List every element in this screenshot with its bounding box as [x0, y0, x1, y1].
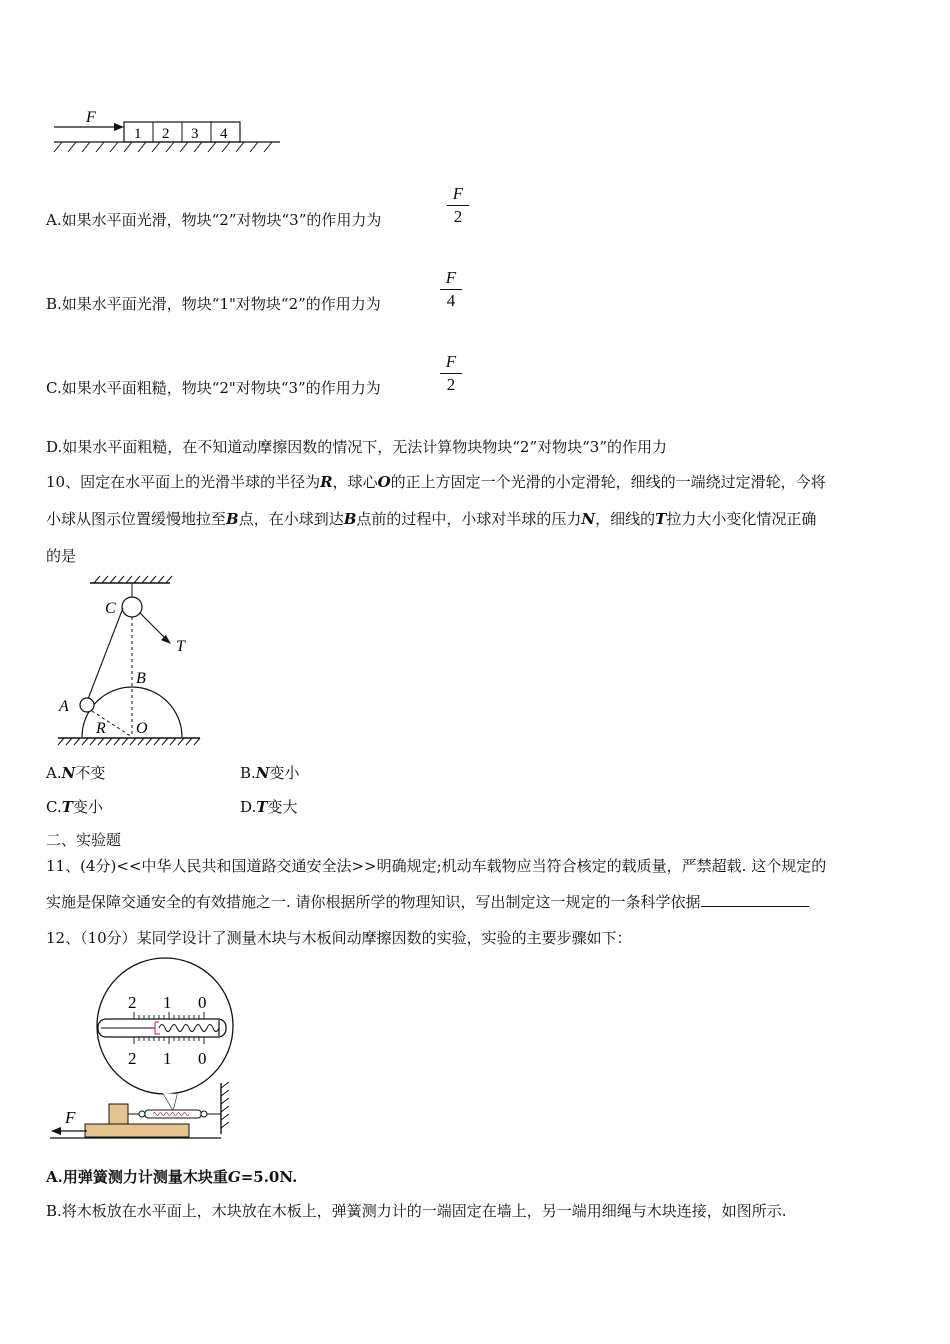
fraction-numerator: F: [452, 184, 464, 203]
var-r: R: [320, 473, 333, 491]
scale-top-1: 1: [163, 993, 172, 1012]
fraction-bar: [447, 205, 469, 206]
option-text: 变大: [267, 798, 298, 816]
var-o: O: [377, 473, 391, 491]
label-r: R: [96, 720, 106, 737]
label-t: T: [176, 638, 185, 655]
fraction-numerator: F: [445, 268, 457, 287]
option-text: 变小: [269, 764, 300, 782]
var-b: B: [226, 510, 239, 528]
q9-option-b-text: B.如果水平面光滑，物块“1"对物块“2”的作用力为: [46, 295, 381, 313]
text: 的是: [46, 547, 77, 565]
force-label-f: F: [65, 1108, 76, 1127]
q12-step-b: [46, 1201, 787, 1221]
section-heading: [46, 830, 121, 850]
q9-option-a-text: A.如果水平面光滑，物块“2”对物块“3”的作用力为: [46, 211, 382, 229]
answer-blank[interactable]: [701, 892, 809, 907]
option-var: T: [256, 798, 268, 816]
option-prefix: A.: [46, 764, 62, 782]
text: 实施是保障交通安全的有效措施之一. 请你根据所学的物理知识，写出制定这一规定的一条科学依据: [46, 893, 701, 911]
q9-option-b: [46, 294, 381, 314]
fraction-numerator: F: [445, 352, 457, 371]
var-g: G: [227, 1168, 241, 1186]
fraction-bar: [440, 373, 462, 374]
fraction-bar: [440, 289, 462, 290]
blocks-figure: [50, 105, 290, 155]
text: =5.0N.: [240, 1168, 298, 1186]
q10-line-1: [46, 472, 826, 492]
text: 二、实验题: [46, 831, 122, 849]
option-var: N: [61, 764, 76, 782]
q10-line-2: [46, 509, 816, 529]
option-text: 不变: [75, 764, 106, 782]
q10-option-d: [240, 796, 297, 817]
option-text: 变小: [72, 798, 103, 816]
q11-line-2: [46, 892, 809, 912]
scale-bottom-2: 2: [128, 1049, 137, 1068]
q12-line-1: [46, 928, 632, 948]
q9-option-a-fraction: [447, 184, 469, 227]
scale-bottom-1: 1: [163, 1049, 172, 1068]
var-t: T: [655, 510, 667, 528]
q9-option-c-fraction: [440, 352, 462, 395]
text: ，细线的: [595, 510, 656, 528]
q9-option-b-fraction: [440, 268, 462, 311]
scale-top-2: 2: [128, 993, 137, 1012]
text: A.用弹簧测力计测量木块重: [46, 1168, 228, 1186]
q9-option-c-text: C.如果水平面粗糙，物块“2"对物块“3”的作用力为: [46, 379, 381, 397]
q11-line-1: [46, 856, 826, 876]
blocks-force-label: F: [86, 109, 96, 126]
text: 小球从图示位置缓慢地拉至: [46, 510, 227, 528]
option-prefix: B.: [240, 764, 256, 782]
fraction-denominator: 2: [453, 207, 463, 226]
fraction-denominator: 4: [446, 291, 456, 310]
text: B.将木板放在水平面上，木块放在木板上，弹簧测力计的一端固定在墙上，另一端用细绳与木块连接，如图所示.: [46, 1202, 787, 1220]
text: 10、固定在水平面上的光滑半球的半径为: [46, 473, 321, 491]
text: 点前的过程中，小球对半球的压力: [356, 510, 582, 528]
label-c: C: [105, 600, 116, 617]
q9-option-d-text: D.如果水平面粗糙，在不知道动摩擦因数的情况下，无法计算物块物块“2”对物块“3”的作用力: [46, 438, 668, 456]
q10-option-b: [240, 762, 300, 783]
option-var: T: [61, 798, 73, 816]
hemisphere-figure: [50, 575, 210, 750]
scale-top-0: 0: [198, 993, 207, 1012]
block-2: 2: [162, 126, 170, 142]
q10-option-a: [46, 762, 105, 783]
q12-step-a: [46, 1167, 297, 1187]
var-b: B: [343, 510, 357, 528]
block-4: 4: [220, 126, 228, 142]
text: ，球心: [332, 473, 378, 491]
option-var: N: [255, 764, 270, 782]
fraction-denominator: 2: [446, 375, 456, 394]
spring-scale-figure: [45, 958, 240, 1148]
text: 拉力大小变化情况正确: [666, 510, 817, 528]
text: 点，在小球到达: [238, 510, 344, 528]
q9-option-a: [46, 210, 381, 230]
option-prefix: D.: [240, 798, 257, 816]
text: 的正上方固定一个光滑的小定滑轮，细线的一端绕过定滑轮，今将: [390, 473, 826, 491]
label-b: B: [136, 670, 146, 687]
q9-option-d: [46, 437, 667, 457]
block-1: 1: [134, 126, 142, 142]
q10-line-3: [46, 546, 76, 566]
option-prefix: C.: [46, 798, 62, 816]
q9-option-c: [46, 378, 381, 398]
text: 12、（10分）某同学设计了测量木块与木板间动摩擦因数的实验，实验的主要步骤如下：: [46, 929, 632, 947]
label-a: A: [59, 698, 69, 715]
text: 11、(4分)<<中华人民共和国道路交通安全法>>明确规定;机动车载物应当符合核定的载质量，严禁超载. 这个规定的: [46, 857, 827, 875]
var-n: N: [581, 510, 596, 528]
label-o: O: [136, 720, 148, 737]
block-3: 3: [191, 126, 199, 142]
q10-option-c: [46, 796, 103, 817]
scale-bottom-0: 0: [198, 1049, 207, 1068]
